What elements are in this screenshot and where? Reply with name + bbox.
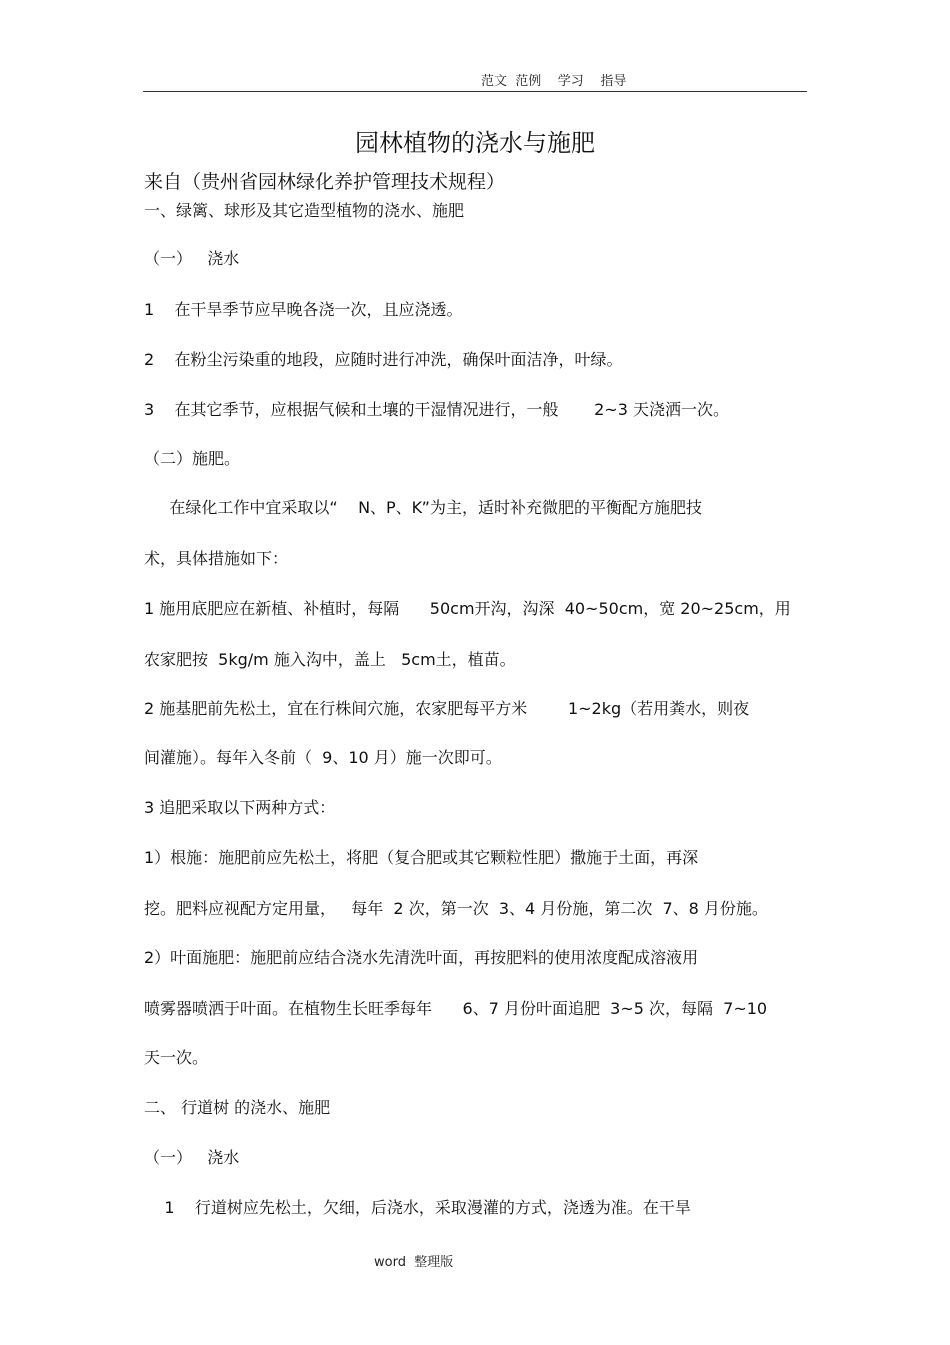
paragraph-line: 2 在粉尘污染重的地段，应随时进行冲洗，确保叶面洁净，叶绿。 <box>144 350 623 369</box>
paragraph-line: 1 在干旱季节应早晚各浇一次，且应浇透。 <box>144 300 463 319</box>
section-heading-1: 一、绿篱、球形及其它造型植物的浇水、施肥 <box>144 201 465 220</box>
paragraph-line: 1 行道树应先松土，欠细，后浇水，采取漫灌的方式，浇透为准。在干旱 <box>144 1198 691 1217</box>
paragraph-line: 3 追肥采取以下两种方式： <box>144 798 336 817</box>
paragraph-line: 1 施用底肥应在新植、补植时，每隔 50cm开沟，沟深 40~50cm，宽 20~25cm，用 <box>144 599 791 618</box>
paragraph-line: 2）叶面施肥：施肥前应结合浇水先清洗叶面，再按肥料的使用浓度配成溶液用 <box>144 948 699 967</box>
paragraph-line: 1）根施：施肥前应先松土，将肥（复合肥或其它颗粒性肥）撒施于土面，再深 <box>144 848 699 867</box>
document-title: 园林植物的浇水与施肥 <box>355 129 595 157</box>
section-heading-2: 二、 行道树 的浇水、施肥 <box>144 1098 331 1117</box>
subheading-watering-2: （一） 浇水 <box>144 1148 240 1167</box>
header-divider <box>143 91 807 92</box>
paragraph-line: 农家肥按 5kg/m 施入沟中，盖上 5cm土，植苗。 <box>144 650 516 669</box>
paragraph-line: 术，具体措施如下： <box>144 549 289 568</box>
paragraph-line: 3 在其它季节，应根据气候和土壤的干湿情况进行，一般 2~3 天浇洒一次。 <box>144 400 729 419</box>
paragraph-line: 喷雾器喷洒于叶面。在植物生长旺季每年 6、7 月份叶面追肥 3~5 次，每隔 7~10 <box>144 999 768 1018</box>
paragraph-line: 在绿化工作中宜采取以“ N、P、K”为主，适时补充微肥的平衡配方施肥技 <box>144 498 702 517</box>
paragraph-line: 间灌施）。每年入冬前（ 9、10 月）施一次即可。 <box>144 748 502 767</box>
page-header: 范文 范例 学习 指导 <box>481 74 627 89</box>
subheading-fertilizing: （二）施肥。 <box>144 449 241 468</box>
subheading-watering-1: （一） 浇水 <box>144 249 240 268</box>
paragraph-line: 挖。肥料应视配方定用量， 每年 2 次，第一次 3、4 月份施，第二次 7、8 月份施。 <box>144 899 768 918</box>
paragraph-line: 2 施基肥前先松土，宜在行株间穴施，农家肥每平方米 1~2kg（若用粪水，则夜 <box>144 699 750 718</box>
source-line: 来自（贵州省园林绿化养护管理技术规程） <box>144 171 506 193</box>
page-footer: word 整理版 <box>374 1255 454 1270</box>
paragraph-line: 天一次。 <box>144 1048 209 1067</box>
